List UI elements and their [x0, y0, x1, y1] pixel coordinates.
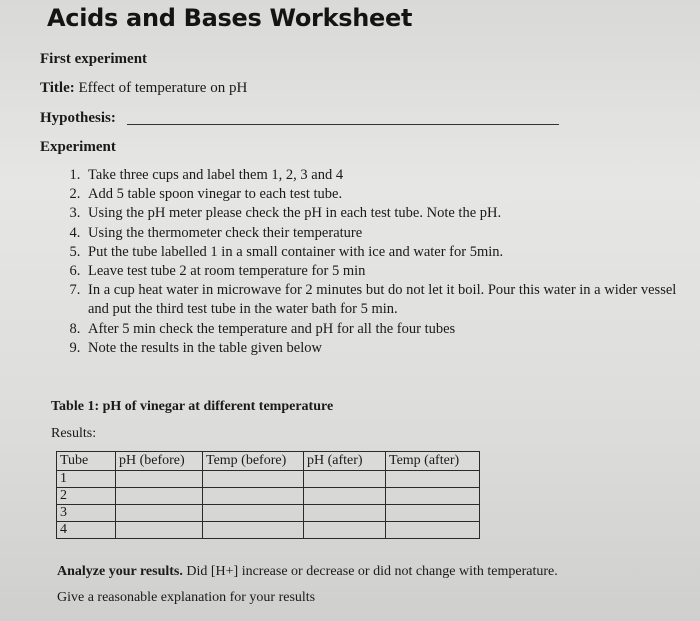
- results-table: [56, 451, 480, 539]
- column-header: Temp (after): [386, 452, 480, 471]
- temp-before-cell[interactable]: [203, 522, 304, 539]
- temp-before-cell[interactable]: [203, 505, 304, 522]
- hypothesis-label: Hypothesis:: [40, 110, 116, 126]
- title-row: [40, 80, 247, 97]
- temp-after-cell[interactable]: [386, 471, 480, 488]
- temp-before-cell[interactable]: [203, 471, 304, 488]
- temp-after-cell[interactable]: [386, 505, 480, 522]
- step-item: 7. In a cup heat water in microwave for 2 minutes but do not let it boil. Pour this water in a wider vessel and put the third test tube in the water bath for 5 min.: [84, 281, 694, 319]
- step-item: 6. Leave test tube 2 at room temperature for 5 min: [84, 262, 694, 281]
- experiment-heading: First experiment: [40, 51, 148, 67]
- column-header: Temp (before): [203, 452, 304, 471]
- temp-after-cell[interactable]: [386, 522, 480, 539]
- step-item: 3. Using the pH meter please check the pH in each test tube. Note the pH.: [84, 204, 694, 223]
- table-header-row: [57, 452, 480, 471]
- explain-text: Give a reasonable explanation for your results: [57, 590, 316, 605]
- column-header: pH (before): [116, 452, 203, 471]
- ph-before-cell[interactable]: [116, 522, 203, 539]
- table-row: [57, 522, 480, 539]
- table-row: [57, 471, 480, 488]
- ph-after-cell[interactable]: [304, 471, 386, 488]
- experiment-label: Experiment: [40, 139, 116, 155]
- temp-after-cell[interactable]: [386, 488, 480, 505]
- tube-cell: 1: [57, 471, 116, 488]
- title-label: Title:: [40, 80, 75, 96]
- step-item: 9. Note the results in the table given below: [84, 339, 694, 358]
- ph-before-cell[interactable]: [116, 471, 203, 488]
- step-item: 4. Using the thermometer check their temperature: [84, 224, 694, 243]
- column-header: Tube: [57, 452, 116, 471]
- step-item: 2. Add 5 table spoon vinegar to each test tube.: [84, 185, 694, 204]
- step-item: 5. Put the tube labelled 1 in a small container with ice and water for 5min.: [84, 243, 694, 262]
- analyze-row: [57, 564, 558, 580]
- column-header: pH (after): [304, 452, 386, 471]
- analyze-text: Did [H+] increase or decrease or did not change with temperature.: [186, 564, 558, 579]
- temp-before-cell[interactable]: [203, 488, 304, 505]
- experiment-steps: [44, 166, 694, 358]
- table-row: [57, 488, 480, 505]
- analyze-label: Analyze your results.: [57, 564, 183, 579]
- ph-after-cell[interactable]: [304, 522, 386, 539]
- title-value: Effect of temperature on pH: [78, 80, 248, 96]
- step-item: 8. After 5 min check the temperature and pH for all the four tubes: [84, 320, 694, 339]
- hypothesis-blank-line: [127, 124, 559, 125]
- table-title: Table 1: pH of vinegar at different temperature: [51, 399, 334, 414]
- page-title: Acids and Bases Worksheet: [47, 4, 413, 32]
- tube-cell: 4: [57, 522, 116, 539]
- step-item: 1. Take three cups and label them 1, 2, 3 and 4: [84, 166, 694, 185]
- ph-after-cell[interactable]: [304, 488, 386, 505]
- results-label: Results:: [51, 426, 97, 441]
- tube-cell: 2: [57, 488, 116, 505]
- ph-before-cell[interactable]: [116, 488, 203, 505]
- table-row: [57, 505, 480, 522]
- ph-before-cell[interactable]: [116, 505, 203, 522]
- tube-cell: 3: [57, 505, 116, 522]
- ph-after-cell[interactable]: [304, 505, 386, 522]
